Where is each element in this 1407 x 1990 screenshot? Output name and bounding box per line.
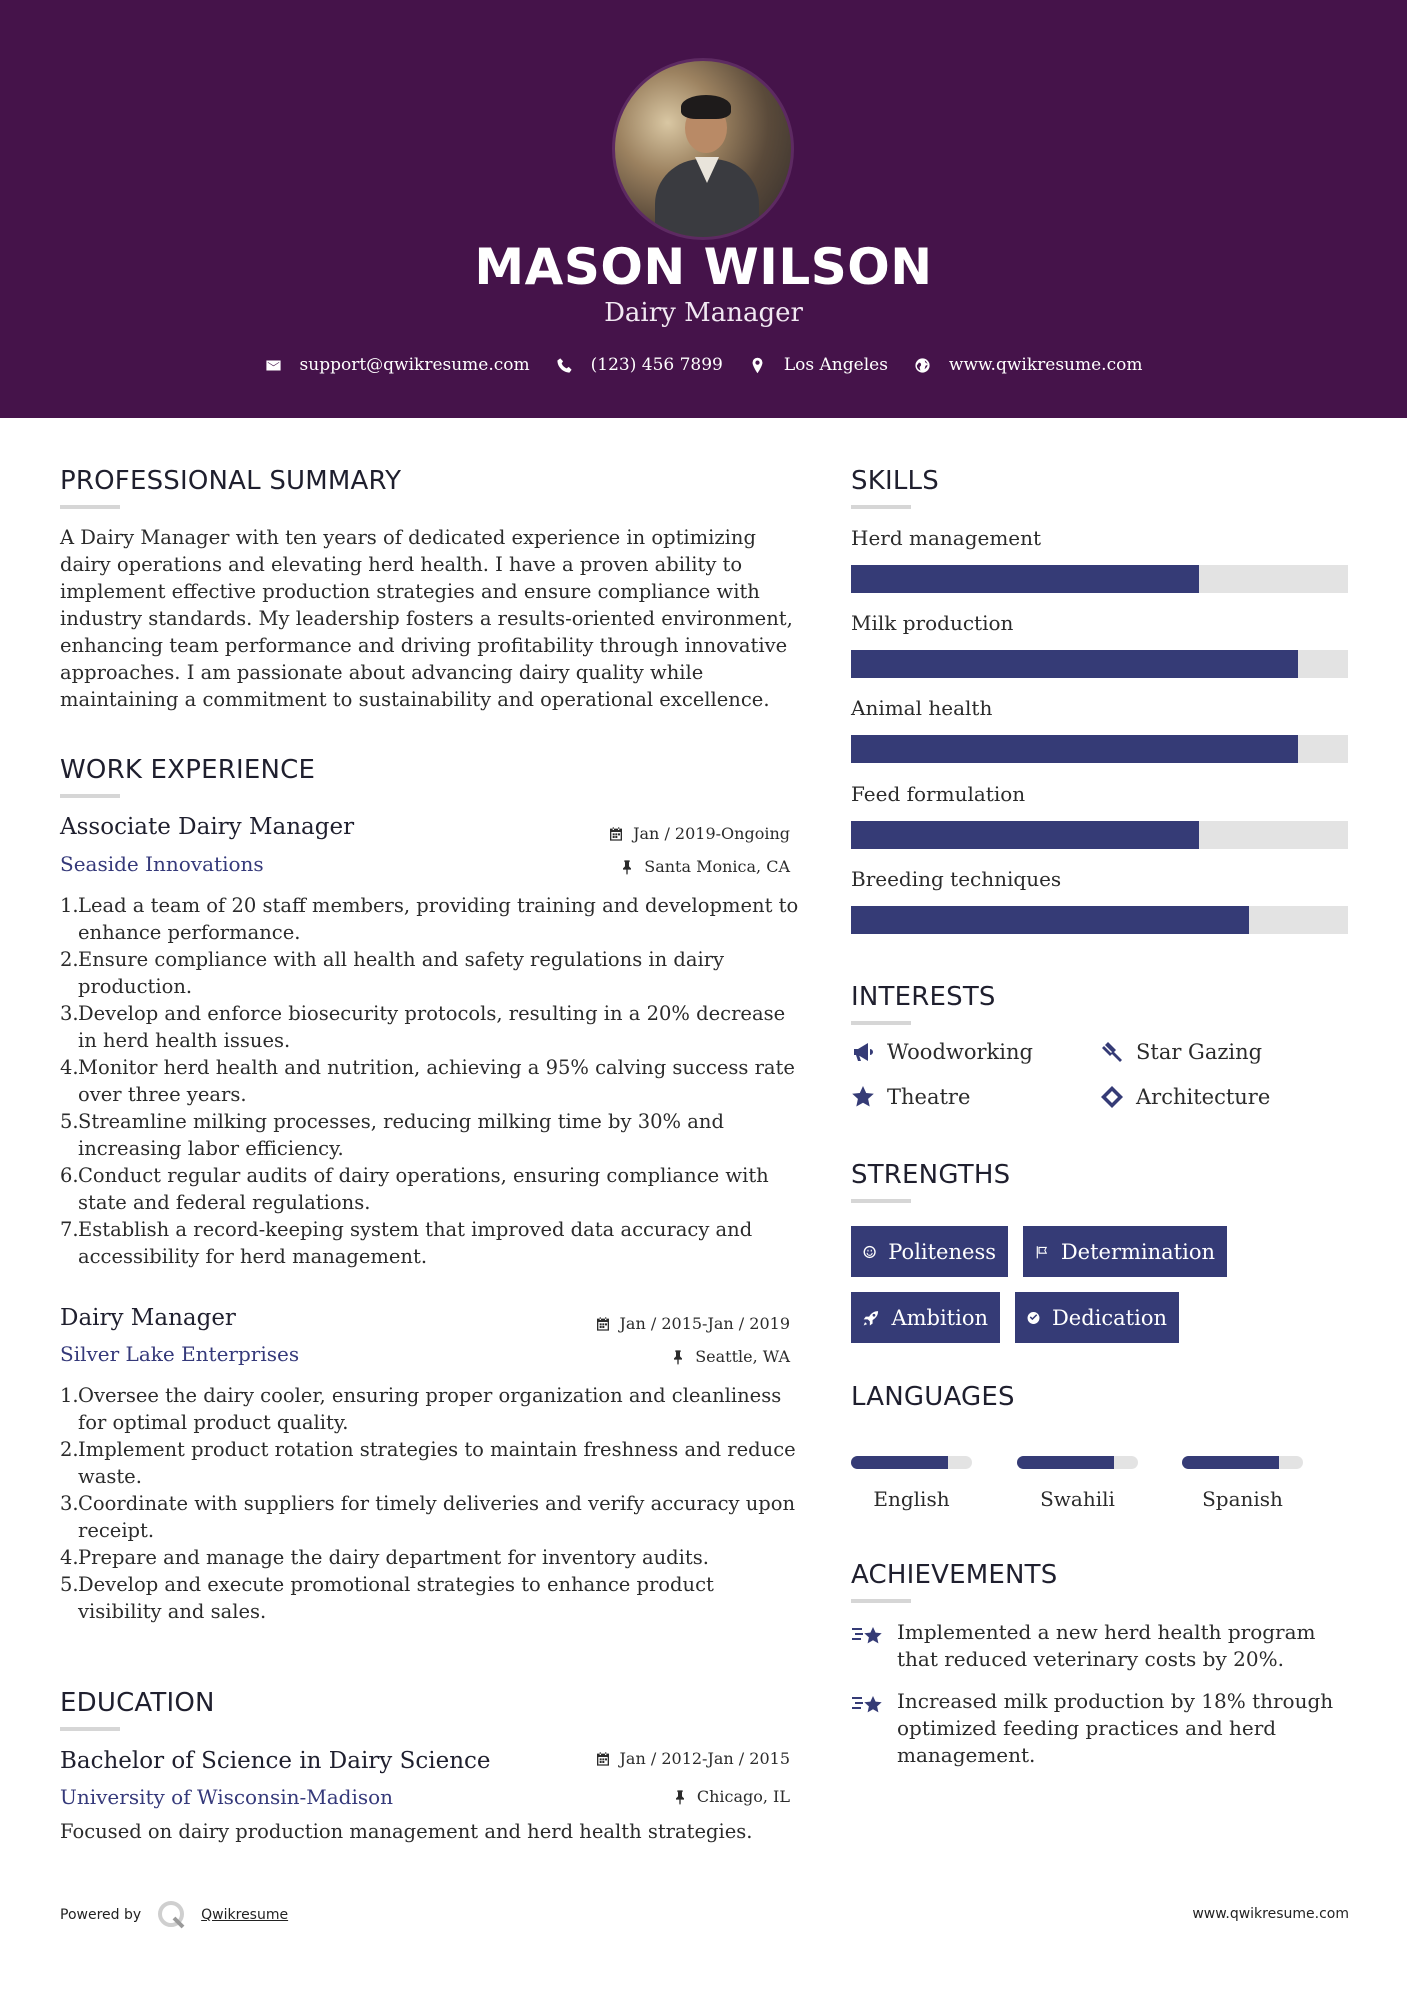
- list-item: 1. Lead a team of 20 staff members, providing training and development to enhance performance.: [60, 894, 799, 944]
- skill-bar-fill: [851, 650, 1298, 678]
- email-text: support@qwikresume.com: [299, 355, 530, 375]
- list-item: 2. Ensure compliance with all health and safety regulations in dairy production.: [60, 948, 725, 998]
- list-item: 6. Conduct regular audits of dairy operations, ensuring compliance with state and federal regulations.: [60, 1164, 769, 1214]
- achievement-item: Implemented a new herd health program that reduced veterinary costs by 20%.: [851, 1619, 1351, 1673]
- job-bullets: [60, 1382, 800, 1625]
- interests-heading: INTERESTS: [851, 982, 996, 1012]
- section-divider: [60, 794, 120, 798]
- avatar: [612, 58, 794, 240]
- skill-bar: [851, 650, 1348, 678]
- skill-name: Herd management: [851, 526, 1042, 550]
- experience-heading: WORK EXPERIENCE: [60, 755, 316, 785]
- language-bar: [851, 1456, 972, 1469]
- strength-badge: Ambition: [851, 1292, 1000, 1343]
- skill-name: Breeding techniques: [851, 867, 1062, 891]
- skill-bar-fill: [851, 565, 1199, 593]
- skill-bar: [851, 906, 1348, 934]
- list-item: 5. Develop and execute promotional strategies to enhance product visibility and sales.: [60, 1573, 714, 1623]
- language-name: Swahili: [1040, 1487, 1115, 1511]
- globe-icon: [914, 357, 931, 374]
- list-item: 2. Implement product rotation strategies to maintain freshness and reduce waste.: [60, 1438, 796, 1488]
- language-bar-fill: [851, 1456, 948, 1469]
- pushpin-icon: [672, 1789, 688, 1805]
- skill-bar: [851, 821, 1348, 849]
- shooting-star-icon: [851, 1621, 885, 1651]
- skill-name: Milk production: [851, 611, 1014, 635]
- contact-email[interactable]: [265, 355, 530, 375]
- strengths-heading: STRENGTHS: [851, 1160, 1011, 1190]
- interest-item: Architecture: [1100, 1085, 1270, 1109]
- pushpin-icon: [670, 1349, 686, 1365]
- calendar-icon: [595, 1316, 611, 1332]
- section-divider: [851, 1599, 911, 1603]
- powered-by-text: Powered by: [60, 1907, 142, 1923]
- skill-bar-fill: [851, 821, 1199, 849]
- flag-icon: [1035, 1241, 1049, 1263]
- summary-heading: PROFESSIONAL SUMMARY: [60, 466, 402, 496]
- education-heading: EDUCATION: [60, 1688, 215, 1718]
- interest-item: Woodworking: [851, 1040, 1033, 1064]
- powered-by: [60, 1900, 288, 1930]
- candidate-title: Dairy Manager: [604, 298, 803, 328]
- summary-text: A Dairy Manager with ten years of dedicated experience in optimizing dairy operations and elevating herd health. I have a proven ability to implement effective production strategies and ensure compliance with industry standards. My leadership fosters a results-oriented environment, enhancing team performance and driving profitability through innovative approaches. I am passionate about advancing dairy quality while maintaining a commitment to sustainability and operational excellence.: [60, 526, 793, 711]
- megaphone-icon: [851, 1040, 875, 1064]
- job-title: Associate Dairy Manager: [60, 814, 355, 840]
- interest-item: Star Gazing: [1100, 1040, 1262, 1064]
- gavel-icon: [1100, 1040, 1124, 1064]
- job-location: Seattle, WA: [670, 1347, 790, 1366]
- school-name: University of Wisconsin-Madison: [60, 1785, 394, 1809]
- candidate-name: MASON WILSON: [474, 238, 933, 296]
- achievement-item: Increased milk production by 18% through optimized feeding practices and herd management.: [851, 1688, 1351, 1769]
- list-item: 4. Monitor herd health and nutrition, achieving a 95% calving success rate over three years.: [60, 1056, 795, 1106]
- section-divider: [60, 505, 120, 509]
- degree-title: Bachelor of Science in Dairy Science: [60, 1748, 491, 1774]
- section-divider: [851, 1199, 911, 1203]
- strength-badge: Politeness: [851, 1226, 1008, 1277]
- resume-header: [0, 0, 1407, 418]
- skill-bar: [851, 735, 1348, 763]
- skills-heading: SKILLS: [851, 466, 939, 496]
- calendar-icon: [595, 1751, 611, 1767]
- language-bar: [1017, 1456, 1138, 1469]
- language-name: English: [873, 1487, 950, 1511]
- location-text: Los Angeles: [783, 355, 888, 375]
- phone-icon: [556, 357, 573, 374]
- job-dates: Jan / 2019-Ongoing: [608, 824, 790, 843]
- strength-badge: Dedication: [1015, 1292, 1179, 1343]
- company-name: Silver Lake Enterprises: [60, 1342, 300, 1366]
- skill-name: Animal health: [851, 696, 993, 720]
- footer-website[interactable]: www.qwikresume.com: [1192, 1906, 1349, 1922]
- language-bar-fill: [1182, 1456, 1279, 1469]
- list-item: 4. Prepare and manage the dairy department for inventory audits.: [60, 1546, 709, 1569]
- qwikresume-link[interactable]: Qwikresume: [201, 1907, 289, 1923]
- language-name: Spanish: [1202, 1487, 1283, 1511]
- ticket-icon: [1100, 1085, 1124, 1109]
- rocket-icon: [863, 1307, 879, 1329]
- language-bar-fill: [1017, 1456, 1114, 1469]
- pushpin-icon: [619, 859, 635, 875]
- envelope-icon: [265, 357, 282, 374]
- list-item: 7. Establish a record-keeping system that improved data accuracy and accessibility for herd management.: [60, 1218, 753, 1268]
- skill-bar-fill: [851, 906, 1249, 934]
- job-title: Dairy Manager: [60, 1305, 236, 1331]
- smile-icon: [863, 1241, 876, 1263]
- education-dates: Jan / 2012-Jan / 2015: [595, 1749, 790, 1768]
- skill-name: Feed formulation: [851, 782, 1026, 806]
- star-icon: [851, 1085, 875, 1109]
- list-item: 3. Develop and enforce biosecurity protocols, resulting in a 20% decrease in herd health issues.: [60, 1002, 786, 1052]
- job-bullets: [60, 892, 800, 1270]
- languages-heading: LANGUAGES: [851, 1382, 1015, 1412]
- section-divider: [851, 505, 911, 509]
- contact-phone[interactable]: [556, 355, 723, 375]
- shooting-star-icon: [851, 1690, 885, 1720]
- section-divider: [851, 1021, 911, 1025]
- list-item: 5. Streamline milking processes, reducing milking time by 30% and increasing labor efficiency.: [60, 1110, 724, 1160]
- language-bar: [1182, 1456, 1303, 1469]
- education-description: Focused on dairy production management and herd health strategies.: [60, 1820, 753, 1843]
- check-circle-icon: [1027, 1307, 1040, 1329]
- section-divider: [60, 1727, 120, 1731]
- phone-text: (123) 456 7899: [590, 355, 723, 375]
- list-item: 1. Oversee the dairy cooler, ensuring proper organization and cleanliness for optimal product quality.: [60, 1384, 782, 1434]
- list-item: 3. Coordinate with suppliers for timely deliveries and verify accuracy upon receipt.: [60, 1492, 796, 1542]
- company-name: Seaside Innovations: [60, 852, 264, 876]
- qwikresume-logo-icon: [157, 1900, 187, 1930]
- contact-website[interactable]: [914, 355, 1143, 375]
- achievements-heading: ACHIEVEMENTS: [851, 1560, 1058, 1590]
- skill-bar-fill: [851, 735, 1298, 763]
- skill-bar: [851, 565, 1348, 593]
- calendar-icon: [608, 826, 624, 842]
- contact-location: [749, 355, 888, 375]
- website-text: www.qwikresume.com: [948, 355, 1143, 375]
- education-location: Chicago, IL: [672, 1787, 790, 1806]
- job-location: Santa Monica, CA: [619, 857, 790, 876]
- contact-bar: [0, 350, 1407, 380]
- interest-item: Theatre: [851, 1085, 970, 1109]
- map-marker-icon: [749, 357, 766, 374]
- job-dates: Jan / 2015-Jan / 2019: [595, 1314, 790, 1333]
- strength-badge: Determination: [1023, 1226, 1227, 1277]
